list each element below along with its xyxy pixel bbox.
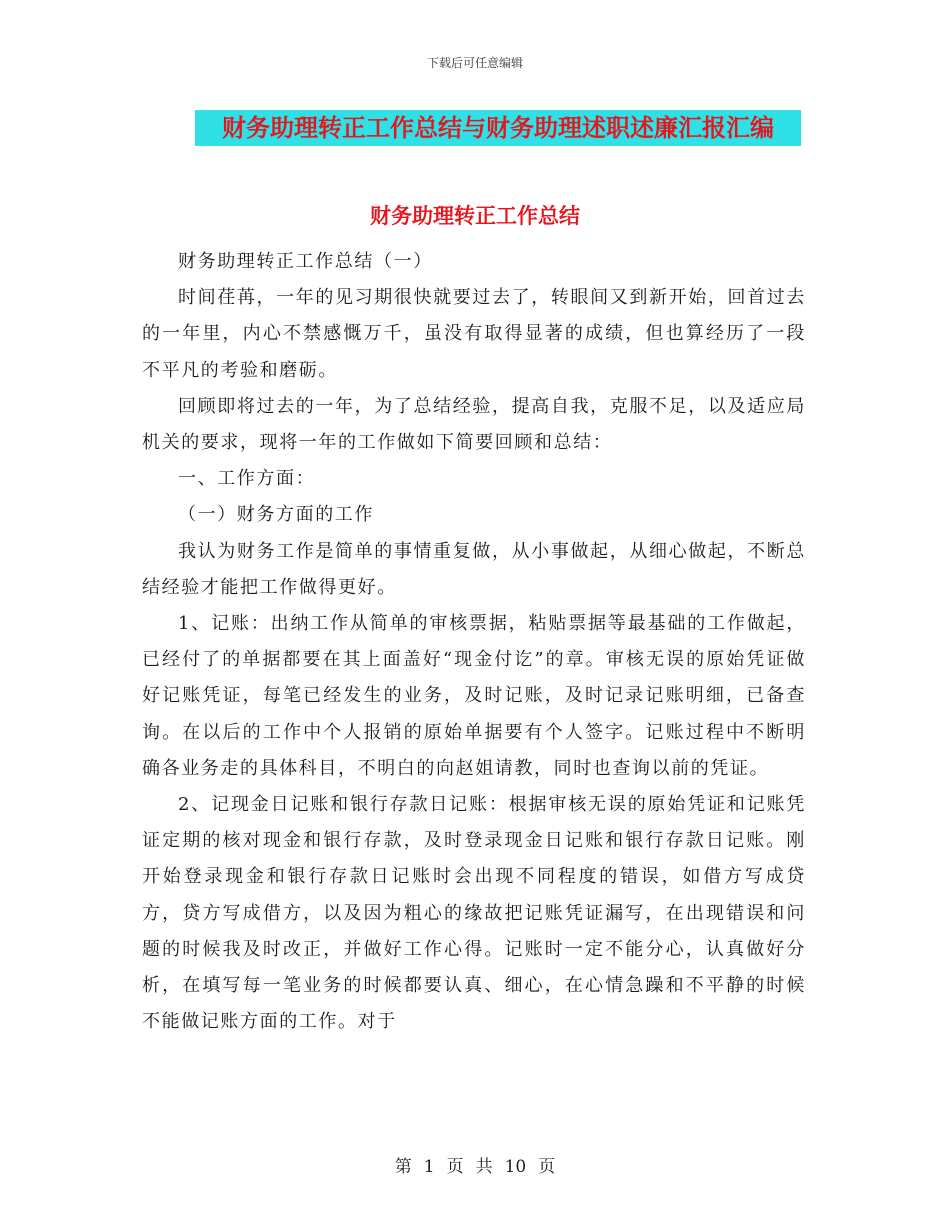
paragraph: 财务助理转正工作总结（一） <box>178 251 433 272</box>
document-body <box>142 244 806 1040</box>
page-footer <box>0 1152 950 1177</box>
paragraph: 回顾即将过去的一年，为了总结经验，提高自我，克服不足，以及适应局机关的要求，现将一年的工作做如下简要回顾和总结： <box>142 395 806 454</box>
header-note: 下载后可任意编辑 <box>426 56 523 70</box>
footer-total-word: 共 <box>475 1157 493 1177</box>
paragraph: 我认为财务工作是简单的事情重复做，从小事做起，从细心做起，不断总结经验才能把工作做得更好。 <box>142 540 806 598</box>
paragraph: 一、工作方面： <box>178 468 316 490</box>
paragraph: （一）财务方面的工作 <box>178 504 374 526</box>
paragraph: 1、记账：出纳工作从简单的审核票据，粘贴票据等最基础的工作做起，已经付了的单据都要在其上面盖好“现金付讫”的章。审核无误的原始凭证做好记账凭证，每笔已经发生的业务，及时记账，及时记录记账明细，已备查询。在以后的工作中个人报销的原始单据要有个人签字。记账过程中不断明确各业务走的具体科目，不明白的向赵姐请教，同时也查询以前的凭证。 <box>142 613 806 779</box>
page-number: 1 <box>423 1157 435 1177</box>
paragraph: 2、记现金日记账和银行存款日记账：根据审核无误的原始凭证和记账凭证定期的核对现金和银行存款，及时登录现金日记账和银行存款日记账。刚开始登录现金和银行存款日记账时会出现不同程度的错误，如借方写成贷方，贷方写成借方，以及因为粗心的缘故把记账凭证漏写，在出现错误和问题的时候我及时改正，并做好工作心得。记账时一定不能分心，认真做好分析，在填写每一笔业务的时候都要认真、细心，在心情急躁和不平静的时候不能做记账方面的工作。对于 <box>142 794 806 1033</box>
footer-page-word: 页 <box>446 1157 464 1177</box>
total-pages: 10 <box>504 1157 527 1177</box>
section-title: 财务助理转正工作总结 <box>370 203 580 228</box>
footer-prefix: 第 <box>394 1157 412 1177</box>
main-title: 财务助理转正工作总结与财务助理述职述廉汇报汇编 <box>195 110 801 146</box>
footer-suffix: 页 <box>538 1157 556 1177</box>
paragraph: 时间荏苒，一年的见习期很快就要过去了，转眼间又到新开始，回首过去的一年里，内心不禁感慨万千，虽没有取得显著的成绩，但也算经历了一段不平凡的考验和磨砺。 <box>142 287 806 381</box>
